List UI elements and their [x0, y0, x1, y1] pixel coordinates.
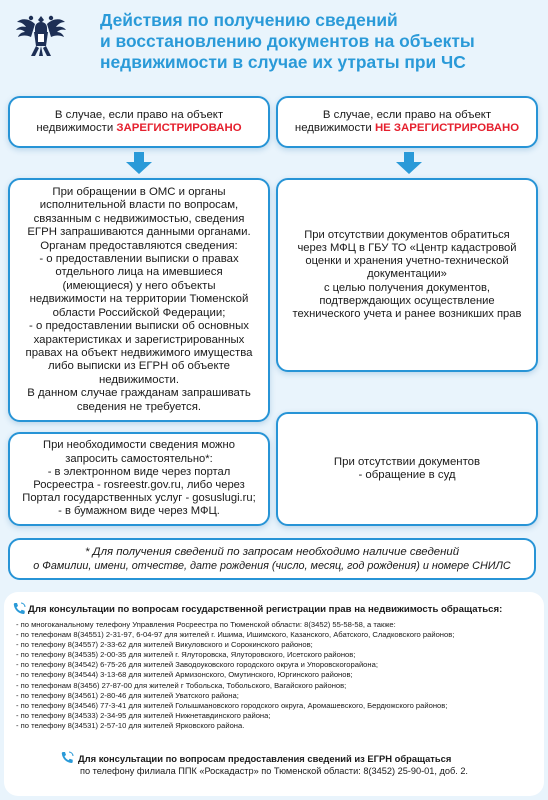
authorities-request-box	[8, 178, 270, 422]
contacts-heading: Для консультации по вопросам государственной регистрации прав на недвижимость обращаться:	[28, 604, 503, 615]
list-item: - по телефону 8(34546) 77-3-41 для жителей Голышмановского городского округа, Аромашевского, Бердюжского районов;	[16, 700, 448, 710]
egrn-contacts-phone: по телефону филиала ППК «Роскадастр» по Тюменской области: 8(3452) 25-90-01, доб. 2.	[80, 766, 468, 776]
box-text: Портал государственных услуг - gosuslugi.ru;	[22, 492, 256, 505]
egrn-contacts-heading: Для консультации по вопросам предоставления сведений из ЕГРН обращаться	[78, 753, 452, 764]
box-text: недвижимости НЕ ЗАРЕГИСТРИРОВАНО	[294, 122, 520, 134]
box-text: - в бумажном виде через МФЦ.	[58, 505, 220, 518]
contacts-panel	[4, 592, 544, 796]
box-text: В случае, если право на объект	[54, 108, 224, 121]
box-text: подтверждающих осуществление	[319, 294, 495, 307]
registered-status: ЗАРЕГИСТРИРОВАНО	[116, 122, 242, 134]
box-text: ЕГРН запрашиваются данными органами.	[27, 226, 251, 239]
list-item: - по телефону 8(34561) 2-80-46 для жителей Уватского района;	[16, 690, 239, 700]
title-line: Действия по получению сведений	[100, 10, 398, 30]
note-line: * Для получения сведений по запросам необходимо наличие сведений	[84, 546, 460, 558]
list-item: - по телефону 8(34542) 6-75-26 для жителей Заводоуковского городского округа и Упоровскогорайона;	[16, 660, 378, 670]
phone-icon	[60, 751, 74, 765]
box-text: недвижимости.	[98, 373, 180, 386]
title-line: недвижимости в случае их утраты при ЧС	[100, 52, 466, 72]
list-item: - по телефонам 8(34551) 2-31-97, 6-04-97 для жителей г. Ишима, Ишимского, Казанского, Абатского, Сладковского районов;	[16, 630, 455, 640]
box-text: При обращении в ОМС и органы	[52, 186, 226, 199]
box-text: - о предоставлении выписки об основных	[29, 320, 249, 333]
box-text: документации»	[367, 268, 447, 281]
contacts-list	[16, 620, 454, 731]
note-line: о Фамилии, имени, отчестве, дате рождения (число, месяц, год рождения) и номере СНИЛС	[33, 560, 511, 572]
self-request-box	[8, 432, 270, 526]
box-text: Органам предоставляются сведения:	[40, 239, 238, 252]
eagle-emblem-logo	[14, 10, 68, 64]
not-registered-status: НЕ ЗАРЕГИСТРИРОВАНО	[374, 122, 520, 134]
box-text: недвижимости ЗАРЕГИСТРИРОВАНО	[36, 122, 242, 134]
list-item: - по телефонам 8(3456) 27-87-00 для жителей г Тобольска, Тобольского, Вагайского районов;	[16, 680, 347, 690]
box-text: При необходимости сведения можно	[43, 439, 235, 452]
box-text: сведения не требуется.	[76, 400, 202, 413]
phone-icon	[12, 602, 26, 616]
box-text: исполнительной власти по вопросам,	[39, 199, 239, 212]
box-text: - о предоставлении выписки о правах	[39, 253, 239, 266]
box-text: - обращение в суд	[358, 469, 456, 481]
box-text: недвижимости на территории Тюменской	[29, 293, 249, 306]
box-text: связанным с недвижимостью, сведения	[33, 212, 245, 225]
box-text: - в электронном виде через портал	[47, 465, 231, 478]
court-box	[276, 412, 538, 526]
requirements-note	[8, 538, 536, 580]
list-item: - по телефону 8(34535) 2-00-35 для жителей г. Ялуторовска, Ялуторовского, Исетского районов;	[16, 650, 356, 660]
list-item: - по телефону 8(34531) 2-57-10 для жителей Ярковского района.	[16, 720, 245, 730]
box-text: В случае, если право на объект	[322, 108, 492, 121]
box-text: оценки и хранения учетно-технической	[305, 255, 509, 268]
box-text: правах на объект недвижимого имущества	[25, 346, 253, 359]
box-text: с целью получения документов,	[323, 281, 491, 294]
box-text: (имеющиеся) у него объекты	[62, 279, 216, 292]
box-text: запросить самостоятельно*:	[65, 452, 213, 465]
list-item: - по телефону 8(34544) 3-13-68 для жителей Армизонского, Омутинского, Юргинского районов;	[16, 670, 353, 680]
box-text: через МФЦ в ГБУ ТО «Центр кадастровой	[297, 241, 517, 254]
registered-case-box	[8, 96, 270, 148]
box-text: области Российской Федерации;	[52, 306, 226, 319]
box-text: В данном случае гражданам запрашивать	[27, 387, 251, 400]
box-text: При отсутствии документов обратиться	[304, 228, 510, 241]
page-title	[100, 10, 530, 73]
box-text: Росреестра - rosreestr.gov.ru, либо через	[33, 479, 245, 491]
title-line: и восстановлению документов на объекты	[100, 31, 475, 51]
down-arrow-icon	[126, 152, 152, 174]
list-item: - по телефону 8(34557) 2-33-62 для жителей Викуловского и Сорокинского районов;	[16, 640, 313, 650]
box-text: При отсутствии документов	[333, 455, 481, 468]
box-text: отдельного лица на имевшиеся	[55, 266, 223, 279]
not-registered-case-box	[276, 96, 538, 148]
down-arrow-icon	[396, 152, 422, 174]
box-text: характеристиках и зарегистрированных	[33, 333, 245, 346]
list-item: - по многоканальному телефону Управления Росреестра по Тюменской области: 8(3452) 55-58-58, а также:	[16, 620, 396, 629]
mfc-request-box	[276, 178, 538, 372]
list-item: - по телефону 8(34533) 2-34-95 для жителей Нижнетавдинского района;	[16, 710, 271, 720]
box-text: технического учета и ранее возникших прав	[292, 308, 522, 320]
box-text: либо выписки из ЕГРН об объекте	[47, 360, 230, 373]
